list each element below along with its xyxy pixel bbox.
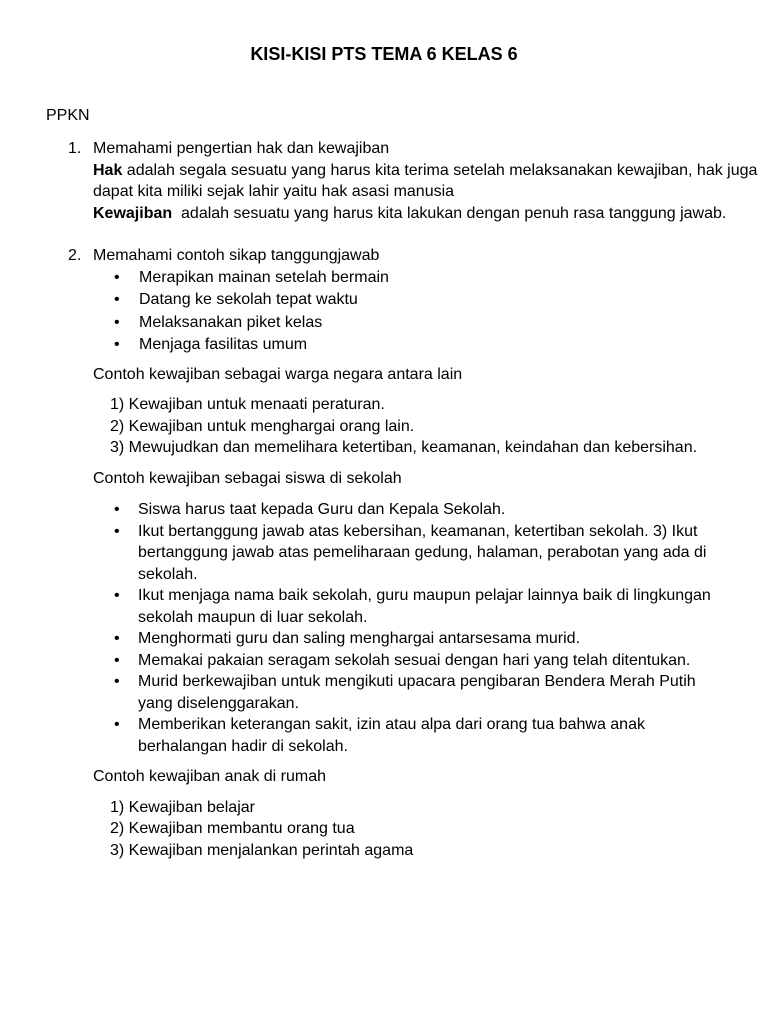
list-item: • Memakai pakaian seragam sekolah sesuai dengan hari yang telah ditentukan.	[0, 650, 768, 672]
bullet-icon: •	[114, 673, 120, 690]
kewajiban-term: Kewajiban	[93, 204, 173, 222]
list-item: • Ikut bertanggung jawab atas kebersihan, keamanan, ketertiban sekolah. 3) Ikut bertanggung jawab atas pemeliharaan gedung, halaman, perabotan yang ada di sekolah.	[114, 522, 707, 583]
bullet-icon: •	[114, 587, 120, 604]
bullet-icon: •	[114, 268, 120, 286]
list-item: • Melaksanakan piket kelas	[0, 312, 768, 334]
kewajiban-text: adalah sesuatu yang harus kita lakukan dengan penuh rasa tanggung jawab.	[172, 204, 727, 222]
list-item: • Menjaga fasilitas umum	[0, 334, 768, 356]
numbered-item-1	[0, 138, 768, 224]
hak-definition	[93, 160, 768, 203]
bullet-icon: •	[114, 630, 120, 647]
rumah-list	[0, 797, 768, 862]
list-item: 2) Kewajiban untuk menghargai orang lain.	[110, 417, 415, 435]
list-item: • Siswa harus taat kepada Guru dan Kepala Sekolah.	[0, 499, 768, 521]
list-item: • Murid berkewajiban untuk mengikuti upacara pengibaran Bendera Merah Putih yang diselenggarakan.	[114, 673, 696, 712]
item-number: 2.	[68, 247, 82, 264]
list-item: • Datang ke sekolah tepat waktu	[0, 289, 768, 311]
kewajiban-definition	[93, 203, 768, 225]
hak-term: Hak	[93, 161, 123, 179]
rumah-caption: Contoh kewajiban anak di rumah	[93, 768, 327, 785]
bullet-icon: •	[114, 313, 120, 331]
list-item: 2) Kewajiban membantu orang tua	[110, 820, 355, 837]
list-item: 1) Kewajiban untuk menaati peraturan.	[110, 396, 385, 413]
list-item: • Merapikan mainan setelah bermain	[0, 267, 768, 289]
tanggungjawab-list	[0, 267, 768, 356]
list-item: • Menghormati guru dan saling menghargai antarsesama murid.	[0, 628, 768, 650]
item-heading: Memahami pengertian hak dan kewajiban	[93, 140, 390, 157]
bullet-icon: •	[114, 522, 120, 540]
siswa-caption: Contoh kewajiban sebagai siswa di sekolah	[93, 469, 402, 487]
subject-heading: PPKN	[46, 107, 90, 124]
hak-text: adalah segala sesuatu yang harus kita terima setelah melaksanakan kewajiban, hak juga dapat kita miliki sejak lahir yaitu hak asasi manusia	[93, 161, 758, 200]
list-item: 1) Kewajiban belajar	[110, 798, 255, 816]
warga-list	[0, 394, 768, 459]
bullet-icon: •	[114, 336, 120, 353]
bullet-icon: •	[114, 716, 120, 733]
bullet-icon: •	[114, 501, 120, 518]
item-heading: Memahami contoh sikap tanggungjawab	[93, 247, 380, 264]
bullet-icon: •	[114, 291, 120, 308]
warga-caption: Contoh kewajiban sebagai warga negara antara lain	[93, 365, 463, 383]
list-item: • Memberikan keterangan sakit, izin atau alpa dari orang tua bahwa anak berhalangan hadir di sekolah.	[114, 716, 645, 755]
list-item: • Ikut menjaga nama baik sekolah, guru maupun pelajar lainnya baik di lingkungan sekolah maupun di luar sekolah.	[114, 587, 711, 626]
item-number: 1.	[68, 140, 82, 157]
document-body	[0, 138, 768, 861]
numbered-item-2	[0, 245, 768, 267]
document-title: KISI-KISI PTS TEMA 6 KELAS 6	[250, 44, 518, 64]
list-item: 3) Kewajiban menjalankan perintah agama	[110, 841, 414, 859]
list-item: 3) Mewujudkan dan memelihara ketertiban, keamanan, keindahan dan kebersihan.	[110, 439, 698, 456]
siswa-list	[0, 499, 768, 757]
bullet-icon: •	[114, 651, 120, 669]
